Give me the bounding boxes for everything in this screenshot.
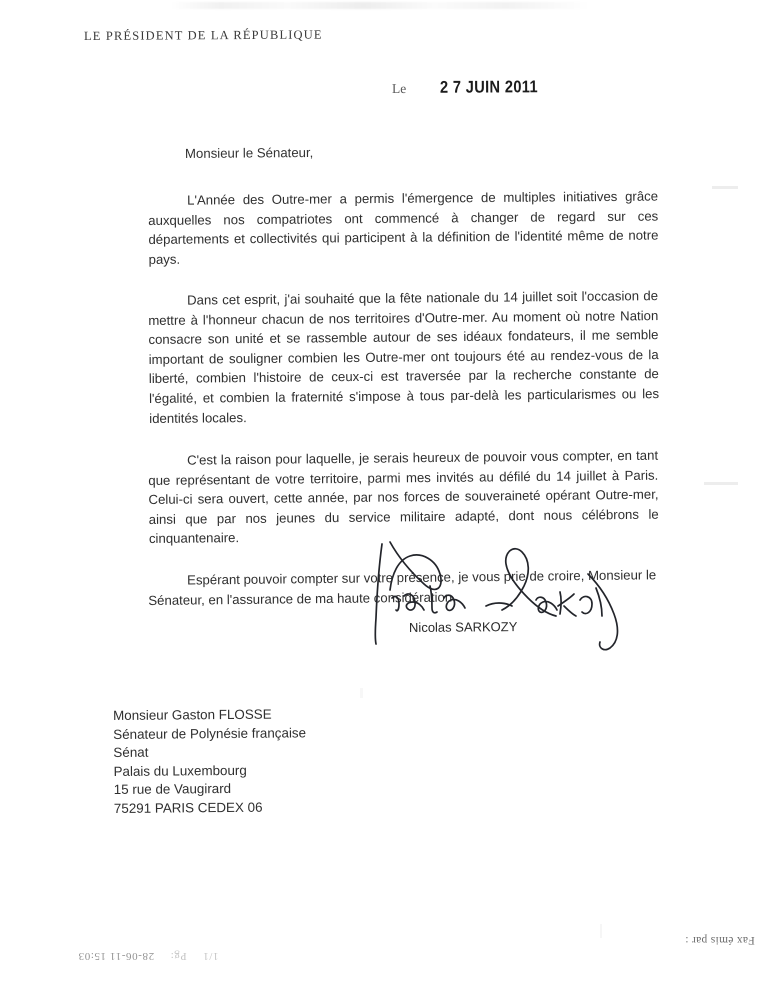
address-line: Sénateur de Polynésie française	[113, 724, 307, 742]
letter-paragraph: Dans cet esprit, j'ai souhaité que la fête nationale du 14 juillet soit l'occasion de mettre à l'honneur chacun de nos territoires d'Outre-mer. Au moment où notre Nation consacre son unité et se rassemble autour de ses idéaux fondateurs, il me semble important de souligner combien les Outre-mer ont toujours été au rendez-vous de la liberté, combien l'histoire de ceux-ci est traversée par la recherche constante de l'égalité, et combien la fraternité s'impose à tous par-delà les particularismes ou les identités locales.	[148, 288, 660, 426]
address-line: 75291 PARIS CEDEX 06	[113, 799, 263, 816]
fax-meta-line	[78, 950, 218, 962]
address-line: Palais du Luxembourg	[113, 762, 247, 779]
fax-transmission-footer	[0, 906, 769, 1002]
fax-sender-label: Fax émis par :	[685, 934, 755, 946]
address-line: Monsieur Gaston FLOSSE	[113, 706, 272, 723]
handwritten-signature-icon	[352, 540, 652, 658]
letterhead-title: LE PRÉSIDENT DE LA RÉPUBLIQUE	[83, 27, 323, 43]
scan-speck	[704, 482, 738, 485]
fax-timestamp: 28-06-11 15:03	[78, 950, 155, 962]
scan-speck	[712, 186, 738, 189]
address-line: Sénat	[113, 744, 149, 761]
address-line: 15 rue de Vaugirard	[113, 781, 232, 798]
dateline	[392, 77, 546, 98]
letter-paragraph: C'est la raison pour laquelle, je serais heureux de pouvoir vous compter, en tant que représentant de votre territoire, parmi mes invités au défilé du 14 juillet à Paris. Celui-ci sera ouvert, cette année, par nos forces de souveraineté opérant Outre-mer, ainsi que par nos jeunes du service militaire adapté, dont nous célébrons le cinquantenaire.	[148, 447, 659, 546]
fax-page-number: 1/1	[202, 950, 219, 962]
scan-noise-band	[170, 2, 590, 9]
letter-paragraph: L'Année des Outre-mer a permis l'émergence de multiples initiatives grâce auxquelles nos compatriotes ont commencé à changer de regard sur ces départements et collectivités qui participent à la définition de l'identité même de notre pays.	[148, 188, 659, 267]
recipient-address-block	[113, 705, 307, 818]
signature-area	[352, 540, 652, 655]
fax-page-marker: Pg:	[170, 950, 187, 962]
scan-speck	[360, 688, 363, 698]
letter-closing-paragraph: Espérant pouvoir compter sur votre présence, je vous prie de croire, Monsieur le Sénateur, en l'assurance de ma haute considération.	[148, 566, 657, 608]
salutation: Monsieur le Sénateur,	[184, 144, 314, 161]
dateline-prefix: Le	[391, 80, 407, 96]
signature-name: Nicolas SARKOZY	[408, 619, 518, 635]
date-stamp: 2 7 JUIN 2011	[440, 77, 539, 97]
